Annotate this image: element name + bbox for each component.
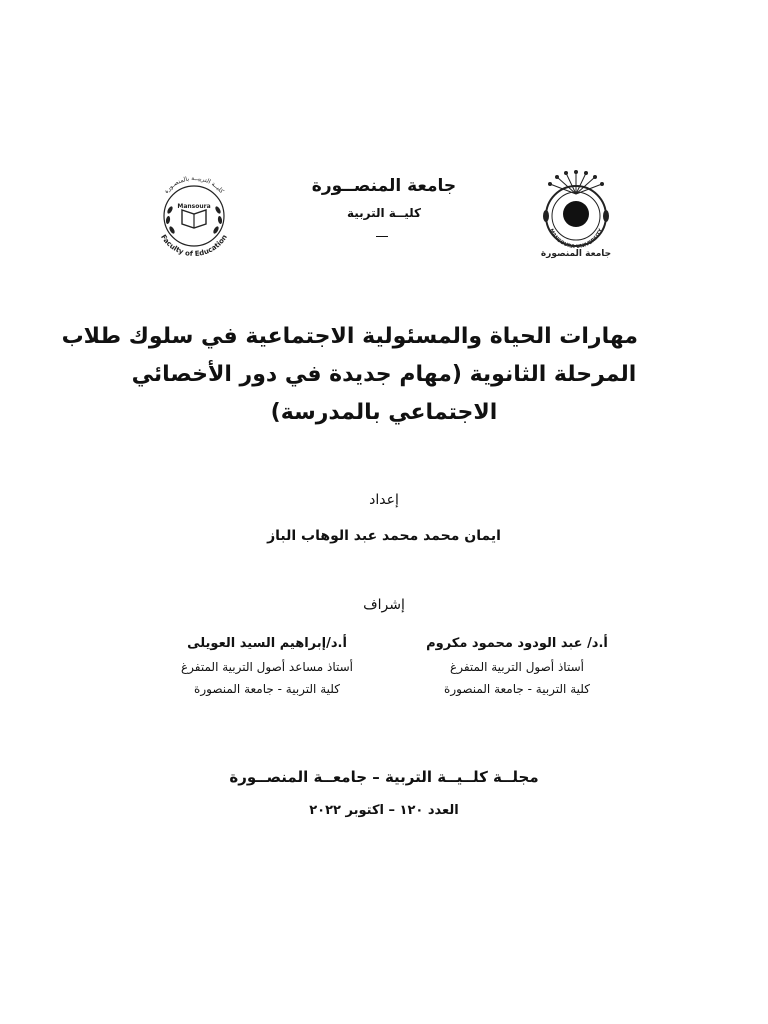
title-line-2: المرحلة الثانوية (مهام جديدة في دور الأخصائي <box>131 362 637 387</box>
author-name: ايمان محمد محمد عبد الوهاب الباز <box>267 528 501 544</box>
thesis-title <box>61 318 638 432</box>
header-divider <box>376 236 388 237</box>
supervisor-2 <box>142 632 392 700</box>
journal-name: مجلــة كلــيــة التربية – جامعــة المنصــورة <box>229 768 539 786</box>
faculty-name: كليــة التربية <box>346 206 422 220</box>
logo-english-text: MANSOURA UNIVERSITY <box>547 227 605 251</box>
supervisor-1-title: أستاذ أصول التربية المتفرغ <box>450 660 584 674</box>
supervisor-2-affiliation: كلية التربية - جامعة المنصورة <box>194 682 340 696</box>
supervisor-2-title: أستاذ مساعد أصول التربية المتفرغ <box>181 660 353 674</box>
supervision-label: إشراف <box>363 597 405 613</box>
logo-arabic-text: جامعة المنصورة <box>540 249 612 259</box>
preparation-label: إعداد <box>369 492 399 508</box>
university-name: جامعة المنصــورة <box>311 176 457 196</box>
title-line-3: الاجتماعي بالمدرسة) <box>270 400 498 425</box>
logo-center-text: Mansoura <box>177 203 211 210</box>
supervisor-1-affiliation: كلية التربية - جامعة المنصورة <box>444 682 590 696</box>
logo-bottom-text: Faculty of Education <box>159 233 229 259</box>
supervisor-2-name: أ.د/إبراهيم السيد العويلى <box>187 636 347 651</box>
supervisor-1-name: أ.د/ عبد الودود محمود مكروم <box>426 636 608 651</box>
supervisor-1 <box>392 632 642 700</box>
journal-issue: العدد ١٢٠ – اكتوبر ٢٠٢٢ <box>309 803 459 818</box>
logo-top-text: كليــة التربيــة بالمنصـورة <box>162 174 226 195</box>
title-line-1: مهارات الحياة والمسئولية الاجتماعية في سلوك طلاب <box>61 324 638 349</box>
